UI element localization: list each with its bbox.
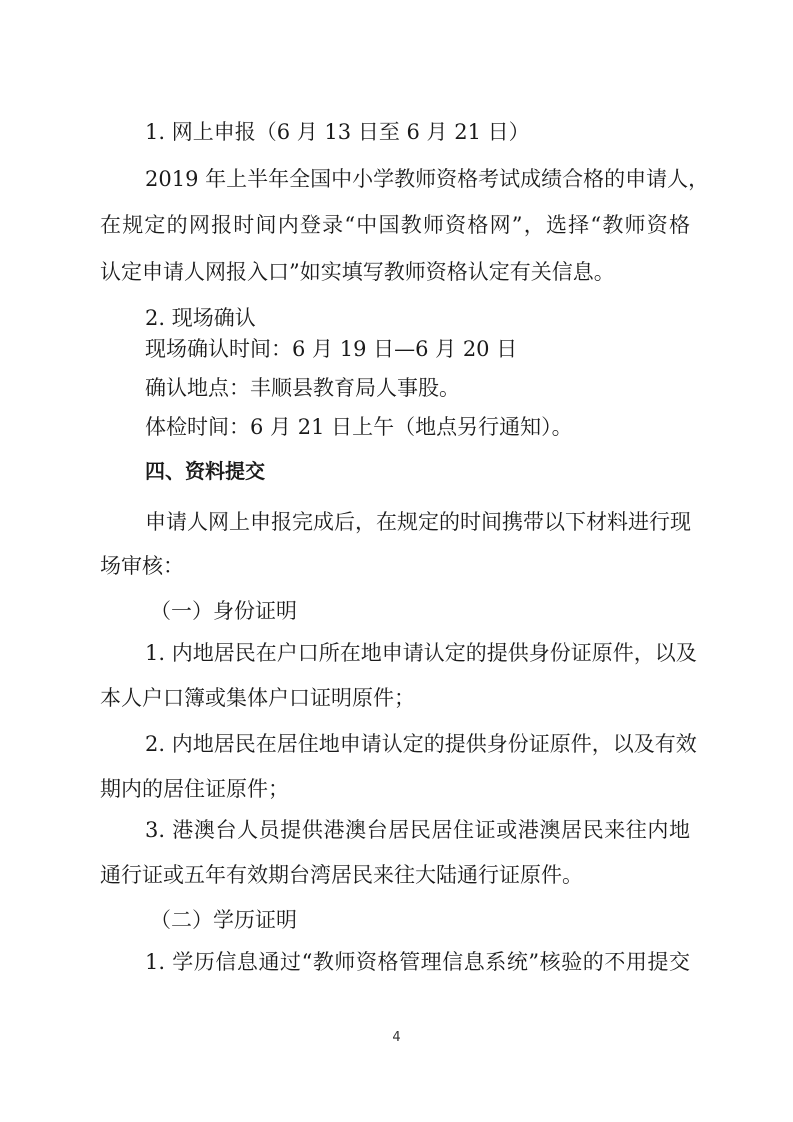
subheading-education-proof: （二）学历证明 [150, 908, 297, 932]
confirmation-location: 确认地点：丰顺县教育局人事股。 [145, 376, 460, 400]
medical-exam-time: 体检时间：6 月 21 日上午（地点另行通知）。 [145, 415, 573, 439]
subheading-identity-proof: （一）身份证明 [150, 599, 297, 623]
item-online-application: 1. 网上申报（6 月 13 日至 6 月 21 日） [145, 120, 530, 144]
list-item: 2. 内地居民在居住地申请认定的提供身份证原件，以及有效 [145, 732, 697, 756]
list-item: 3. 港澳台人员提供港澳台居民居住证或港澳居民来往内地 [145, 818, 690, 842]
item-onsite-confirmation: 2. 现场确认 [145, 306, 256, 330]
paragraph-line: 认定申请人网报入口”如实填写教师资格认定有关信息。 [100, 260, 615, 284]
section-heading-materials: 四、资料提交 [145, 459, 265, 483]
paragraph-line: 期内的居住证原件； [100, 777, 289, 801]
paragraph-line: 场审核： [100, 554, 184, 578]
page-number: 4 [392, 1030, 401, 1045]
paragraph-line: 本人户口簿或集体户口证明原件； [100, 686, 415, 710]
paragraph-line: 通行证或五年有效期台湾居民来往大陆通行证原件。 [100, 863, 583, 887]
list-item: 1. 学历信息通过“教师资格管理信息系统”核验的不用提交 [145, 950, 690, 974]
list-item: 1. 内地居民在户口所在地申请认定的提供身份证原件，以及 [145, 641, 697, 665]
paragraph-line: 申请人网上申报完成后，在规定的时间携带以下材料进行现 [145, 510, 691, 534]
paragraph-line: 在规定的网报时间内登录“中国教师资格网”，选择“教师资格 [100, 213, 690, 237]
confirmation-time: 现场确认时间：6 月 19 日—6 月 20 日 [145, 337, 518, 361]
paragraph-line: 2019 年上半年全国中小学教师资格考试成绩合格的申请人， [145, 167, 710, 191]
